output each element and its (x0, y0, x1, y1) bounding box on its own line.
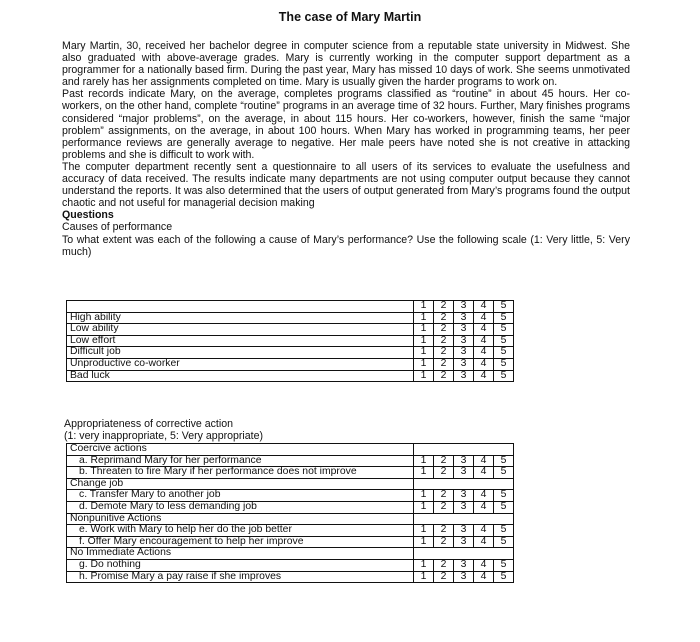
questions-heading: Questions (62, 209, 114, 222)
action-cell (67, 571, 414, 583)
action-1-1-rating-4[interactable]: 4 (474, 455, 494, 467)
action-3-1-rating-4[interactable]: 4 (474, 525, 494, 537)
cause-4-rating-2[interactable]: 2 (434, 347, 454, 359)
cause-4-rating-4[interactable]: 4 (474, 347, 494, 359)
group-label: Coercive actions (67, 444, 414, 456)
cause-label: Low effort (67, 335, 414, 347)
action-1-2-rating-1[interactable]: 1 (414, 467, 434, 479)
cause-3-rating-2[interactable]: 2 (434, 335, 454, 347)
action-4-1-rating-1[interactable]: 1 (414, 559, 434, 571)
paragraph-3: The computer department recently sent a questionnaire to all users of its services to evaluate the usefulness and accuracy of data received. The results indicate many departments are not using computer output because they cannot understand the reports. It was also determined that the users of output generated from Mary’s programs found the output chaotic and not useful for managerial decision making (62, 160, 630, 210)
scale-header-row (67, 301, 514, 313)
group-row (67, 444, 514, 456)
action-2-1-rating-2[interactable]: 2 (434, 490, 454, 502)
cause-4-rating-3[interactable]: 3 (454, 347, 474, 359)
cause-label: High ability (67, 312, 414, 324)
document-title: The case of Mary Martin (278, 10, 422, 24)
action-2-2-rating-1[interactable]: 1 (414, 501, 434, 513)
action-label: e. Work with Mary to help her do the job better (79, 524, 292, 536)
group-blank-cell (414, 513, 514, 525)
cause-3-rating-5[interactable]: 5 (494, 335, 514, 347)
cause-4-rating-5[interactable]: 5 (494, 347, 514, 359)
cause-5-rating-3[interactable]: 3 (454, 358, 474, 370)
cause-5-rating-5[interactable]: 5 (494, 358, 514, 370)
cause-6-rating-3[interactable]: 3 (454, 370, 474, 382)
table-row (67, 358, 514, 370)
action-4-2-rating-5[interactable]: 5 (494, 571, 514, 583)
group-row (67, 478, 514, 490)
cause-5-rating-4[interactable]: 4 (474, 358, 494, 370)
action-4-1-rating-5[interactable]: 5 (494, 559, 514, 571)
cause-4-rating-1[interactable]: 1 (414, 347, 434, 359)
action-1-1-rating-2[interactable]: 2 (434, 455, 454, 467)
paragraph-2: Past records indicate Mary, on the average, completes programs classified as “routine” in about 45 hours. Her co-workers, on the other hand, complete “routine” programs in an average time of 32 hours. Further, Mary finishes programs considered “major problems”, on the average, in about 115 hours. Her co-workers, however, finish the same “major problem” assignments, on the average, in about 100 hours. When Mary has worked in programming teams, her peer performance reviews are generally average to negative. Her male peers have noted she is not creative in attacking problems and she is difficult to work with. (62, 88, 630, 161)
table-row (67, 335, 514, 347)
table-row (67, 536, 514, 548)
cause-5-rating-1[interactable]: 1 (414, 358, 434, 370)
cause-1-rating-3[interactable]: 3 (454, 312, 474, 324)
cause-label: Low ability (67, 324, 414, 336)
action-1-1-rating-3[interactable]: 3 (454, 455, 474, 467)
action-1-2-rating-5[interactable]: 5 (494, 467, 514, 479)
action-4-2-rating-4[interactable]: 4 (474, 571, 494, 583)
corrective-section (64, 418, 263, 442)
action-4-2-rating-2[interactable]: 2 (434, 571, 454, 583)
cause-6-rating-5[interactable]: 5 (494, 370, 514, 382)
group-row (67, 548, 514, 560)
action-cell (67, 467, 414, 479)
action-2-1-rating-3[interactable]: 3 (454, 490, 474, 502)
cause-3-rating-1[interactable]: 1 (414, 335, 434, 347)
header-blank-cell (67, 301, 414, 313)
cause-2-rating-3[interactable]: 3 (454, 324, 474, 336)
table-row (67, 370, 514, 382)
cause-1-rating-1[interactable]: 1 (414, 312, 434, 324)
action-label: d. Demote Mary to less demanding job (79, 500, 257, 512)
action-1-2-rating-4[interactable]: 4 (474, 467, 494, 479)
table-row (67, 467, 514, 479)
action-4-1-rating-2[interactable]: 2 (434, 559, 454, 571)
action-3-2-rating-1[interactable]: 1 (414, 536, 434, 548)
table-row (67, 525, 514, 537)
causes-heading: Causes of performance (62, 221, 173, 234)
causes-table (66, 300, 514, 382)
cause-5-rating-2[interactable]: 2 (434, 358, 454, 370)
cause-6-rating-2[interactable]: 2 (434, 370, 454, 382)
action-2-2-rating-2[interactable]: 2 (434, 501, 454, 513)
cause-1-rating-5[interactable]: 5 (494, 312, 514, 324)
action-cell (67, 559, 414, 571)
action-label: c. Transfer Mary to another job (79, 489, 221, 501)
cause-label: Bad luck (67, 370, 414, 382)
group-blank-cell (414, 548, 514, 560)
action-3-1-rating-1[interactable]: 1 (414, 525, 434, 537)
table-row (67, 347, 514, 359)
cause-3-rating-3[interactable]: 3 (454, 335, 474, 347)
action-3-2-rating-4[interactable]: 4 (474, 536, 494, 548)
table-row (67, 571, 514, 583)
cause-1-rating-4[interactable]: 4 (474, 312, 494, 324)
action-cell (67, 501, 414, 513)
cause-2-rating-5[interactable]: 5 (494, 324, 514, 336)
group-label: No Immediate Actions (67, 548, 414, 560)
action-1-2-rating-2[interactable]: 2 (434, 467, 454, 479)
header-rating-5[interactable]: 5 (494, 301, 514, 313)
cause-6-rating-1[interactable]: 1 (414, 370, 434, 382)
action-1-1-rating-5[interactable]: 5 (494, 455, 514, 467)
corrective-scale: (1: very inappropriate, 5: Very appropriate) (64, 430, 264, 442)
action-3-2-rating-2[interactable]: 2 (434, 536, 454, 548)
cause-label: Difficult job (67, 347, 414, 359)
action-label: g. Do nothing (79, 558, 141, 570)
action-2-2-rating-5[interactable]: 5 (494, 501, 514, 513)
causes-prompt: To what extent was each of the following a cause of Mary’s performance? Use the following scale (1: Very little, 5: Very much) (62, 233, 630, 258)
table-row (67, 324, 514, 336)
case-text (62, 40, 630, 258)
corrective-heading: Appropriateness of corrective action (64, 418, 233, 430)
header-rating-2[interactable]: 2 (434, 301, 454, 313)
paragraph-1: Mary Martin, 30, received her bachelor degree in computer science from a reputable state university in Midwest. She also graduated with above-average grades. Mary is currently working in the computer support department as a programmer for a nationally based firm. During the past year, Mary has missed 10 days of work. She seems unmotivated and rarely has her assignments completed on time. Mary is usually given the harder programs to work on. (62, 40, 630, 89)
cause-6-rating-4[interactable]: 4 (474, 370, 494, 382)
action-cell (67, 490, 414, 502)
cause-1-rating-2[interactable]: 2 (434, 312, 454, 324)
action-4-1-rating-4[interactable]: 4 (474, 559, 494, 571)
cause-label: Unproductive co-worker (67, 358, 414, 370)
cause-2-rating-4[interactable]: 4 (474, 324, 494, 336)
action-4-2-rating-1[interactable]: 1 (414, 571, 434, 583)
action-3-1-rating-3[interactable]: 3 (454, 525, 474, 537)
action-2-2-rating-4[interactable]: 4 (474, 501, 494, 513)
action-label: a. Reprimand Mary for her performance (79, 454, 262, 466)
header-rating-1[interactable]: 1 (414, 301, 434, 313)
action-label: f. Offer Mary encouragement to help her improve (79, 535, 304, 547)
action-cell (67, 536, 414, 548)
table-row (67, 312, 514, 324)
cause-3-rating-4[interactable]: 4 (474, 335, 494, 347)
table-row (67, 559, 514, 571)
action-4-2-rating-3[interactable]: 3 (454, 571, 474, 583)
action-label: h. Promise Mary a pay raise if she improves (79, 570, 282, 582)
action-2-1-rating-4[interactable]: 4 (474, 490, 494, 502)
header-rating-4[interactable]: 4 (474, 301, 494, 313)
action-cell (67, 525, 414, 537)
cause-2-rating-1[interactable]: 1 (414, 324, 434, 336)
group-label: Change job (67, 478, 414, 490)
table-row (67, 490, 514, 502)
action-1-2-rating-3[interactable]: 3 (454, 467, 474, 479)
action-1-1-rating-1[interactable]: 1 (414, 455, 434, 467)
action-label: b. Threaten to fire Mary if her performance does not improve (79, 466, 357, 478)
action-cell (67, 455, 414, 467)
action-3-1-rating-5[interactable]: 5 (494, 525, 514, 537)
action-2-2-rating-3[interactable]: 3 (454, 501, 474, 513)
action-3-2-rating-3[interactable]: 3 (454, 536, 474, 548)
cause-2-rating-2[interactable]: 2 (434, 324, 454, 336)
group-blank-cell (414, 444, 514, 456)
action-4-1-rating-3[interactable]: 3 (454, 559, 474, 571)
table-row (67, 455, 514, 467)
group-blank-cell (414, 478, 514, 490)
group-label: Nonpunitive Actions (67, 513, 414, 525)
table-row (67, 501, 514, 513)
action-2-1-rating-5[interactable]: 5 (494, 490, 514, 502)
action-3-2-rating-5[interactable]: 5 (494, 536, 514, 548)
group-row (67, 513, 514, 525)
corrective-table (66, 443, 514, 583)
action-2-1-rating-1[interactable]: 1 (414, 490, 434, 502)
header-rating-3[interactable]: 3 (454, 301, 474, 313)
action-3-1-rating-2[interactable]: 2 (434, 525, 454, 537)
